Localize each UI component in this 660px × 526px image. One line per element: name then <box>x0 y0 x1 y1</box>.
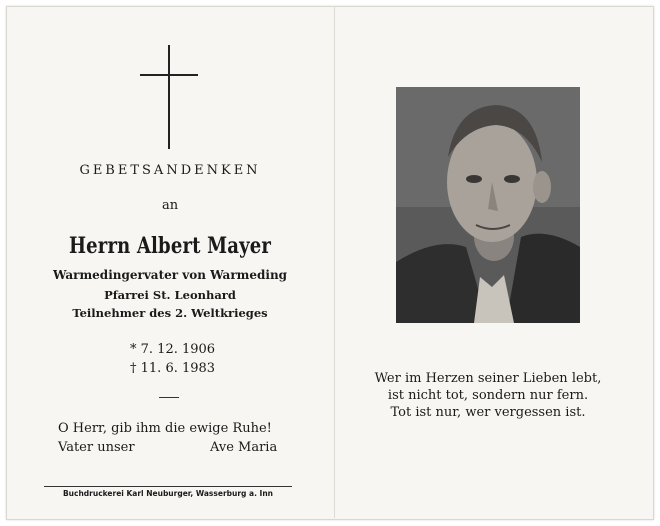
prayer-line: O Herr, gib ihm die ewige Ruhe! <box>58 421 272 436</box>
vater-unser-text: Vater unser <box>58 440 135 455</box>
portrait-photo <box>396 87 580 323</box>
ave-maria-text: Ave Maria <box>210 440 278 455</box>
printer-credit: Buchdruckerei Karl Neuburger, Wasserburg a. Inn <box>62 489 274 498</box>
title-line: Warmedingervater von Warmeding <box>52 268 288 282</box>
fold-line <box>334 6 335 518</box>
death-date: † 11. 6. 1983 <box>130 361 216 376</box>
quote-line-1: Wer im Herzen seiner Lieben lebt, <box>374 371 602 386</box>
quote-line-3: Tot ist nur, wer vergessen ist. <box>390 405 586 420</box>
divider <box>159 397 179 398</box>
parish-line: Pfarrei St. Leonhard <box>104 288 236 302</box>
veteran-line: Teilnehmer des 2. Weltkrieges <box>72 306 268 320</box>
quote-line-2: ist nicht tot, sondern nur fern. <box>387 388 589 403</box>
footer-rule <box>44 486 292 487</box>
birth-date: * 7. 12. 1906 <box>130 342 216 357</box>
heading: GEBETSANDENKEN <box>79 163 261 178</box>
deceased-name: Herrn Albert Mayer <box>68 233 272 259</box>
an-text: an <box>161 198 179 213</box>
cross-icon <box>140 45 198 149</box>
